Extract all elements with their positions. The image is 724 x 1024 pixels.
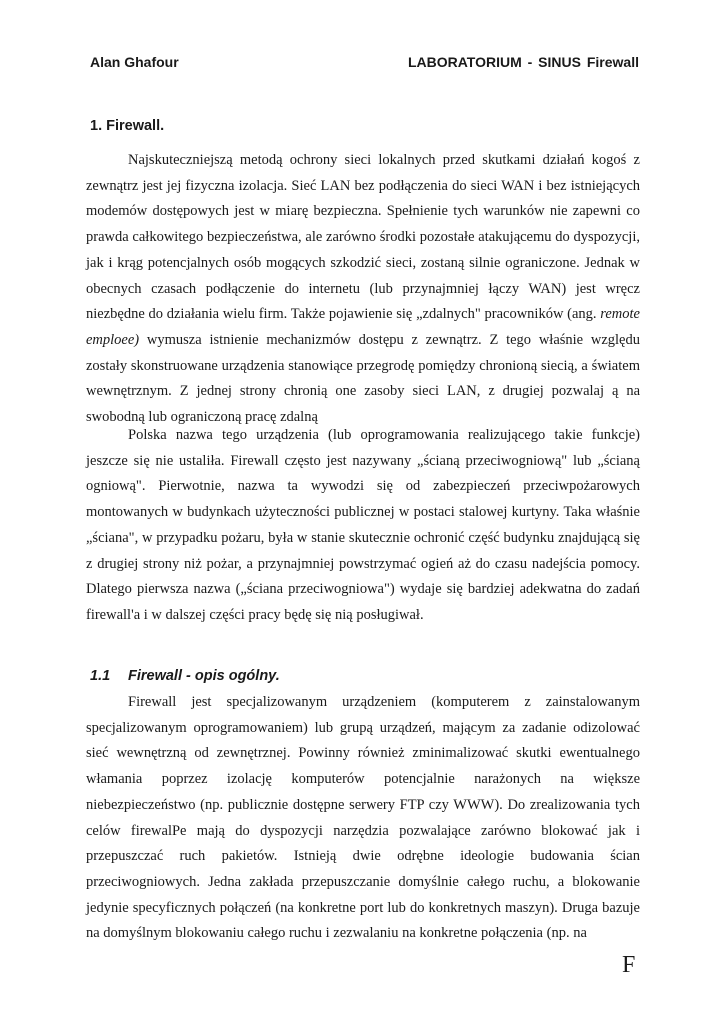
paragraph-1 xyxy=(86,148,640,431)
paragraph-2: Polska nazwa tego urządzenia (lub oprogramowania realizującego takie funkcje) jeszcze się nie ustaliła. Firewall często jest nazywany „ścianą przeciwogniową" lub „ścianą ogniową". Pierwotnie, nazwa ta wywodzi się od zabezpieczeń przeciwpożarowych montowanych w budynkach użyteczności publicznej w postaci stalowej kurtyny. Taka właśnie „ściana", w przypadku pożaru, była w stanie skutecznie ochronić część budynku znajdującą się z drugiej strony niż pożar, a przynajmniej powstrzymać ogień aż do czasu nadejścia pomocy. Dlatego pierwsza nazwa („ściana przeciwogniowa") wydaje się bardziej adekwatna do zadań firewall'a i w dalszej części pracy będę się nią posługiwał. xyxy=(86,427,640,623)
paragraph-1-text-b: wymusza istnienie mechanizmów dostępu z zewnątrz. Z tego właśnie względu zostały skonstruowane urządzenia stanowiące przegrodę pomiędzy chronioną siecią, a światem wewnętrznym. Z jednej strony chronią one zasoby sieci LAN, z drugiej pozwalaj ą na swobodną lub ograniczoną pracę zdalną xyxy=(86,331,640,426)
subsection-heading xyxy=(90,668,280,684)
paragraph-1-text-a: Najskuteczniejszą metodą ochrony sieci lokalnych przed skutkami działań kogoś z zewnątrz jest jej fizyczna izolacja. Sieć LAN bez podłączenia do sieci WAN i bez istniejących modemów dostępowych jest w miarę bezpieczna. Spełnienie tych warunków nie zapewni co prawda całkowitego bezpieczeństwa, ale zarówno środki pozostałe atakującemu do dyspozycji, jak i krąg potencjalnych osób mogących szkodzić sieci, zostaną silnie ograniczone. Jednak w obecnych czasach podłączenie do internetu (lub przynajmniej łączy WAN) jest wręcz niezbędne do działania wielu firm. Także pojawienie się „zdalnych" pracowników (ang. xyxy=(86,152,640,323)
subsection-number: 1.1 xyxy=(90,668,111,684)
subsection-title: Firewall - opis ogólny. xyxy=(128,668,280,684)
paragraph-3: Firewall jest specjalizowanym urządzeniem (komputerem z zainstalowanym specjalizowanym oprogramowaniem) lub grupą urządzeń, mającym za zadanie odizolować sieć wewnętrzną od zewnętrznej. Powinny również zminimalizować skutki ewentualnego włamania poprzez izolację komputerów potencjalnie narażonych na większe niebezpieczeństwo (np. publicznie dostępne serwery FTP czy WWW). Do zrealizowania tych celów firewalPe mają do dyspozycji narzędzia pozwalające zarówno blokować jak i przepuszczać ruch pakietów. Istnieją dwie odrębne ideologie budowania ścian przeciwogniowych. Jedna zakłada przepuszczanie domyślnie całego ruchu, a blokowanie jedynie specyficznych połączeń (na konkretne port lub do konkretnych maszyn). Druga bazuje na domyślnym blokowaniu całego ruchu i zezwalaniu na konkretne połączenia (np. na xyxy=(86,694,640,942)
paragraph-1-emphasis: remote emploee) xyxy=(86,306,640,348)
header-author: Alan Ghafour xyxy=(90,54,179,70)
page-mark: F xyxy=(622,952,636,978)
section-title: 1. Firewall. xyxy=(90,118,165,134)
header-title: LABORATORIUM - SINUS Firewall xyxy=(407,54,639,70)
